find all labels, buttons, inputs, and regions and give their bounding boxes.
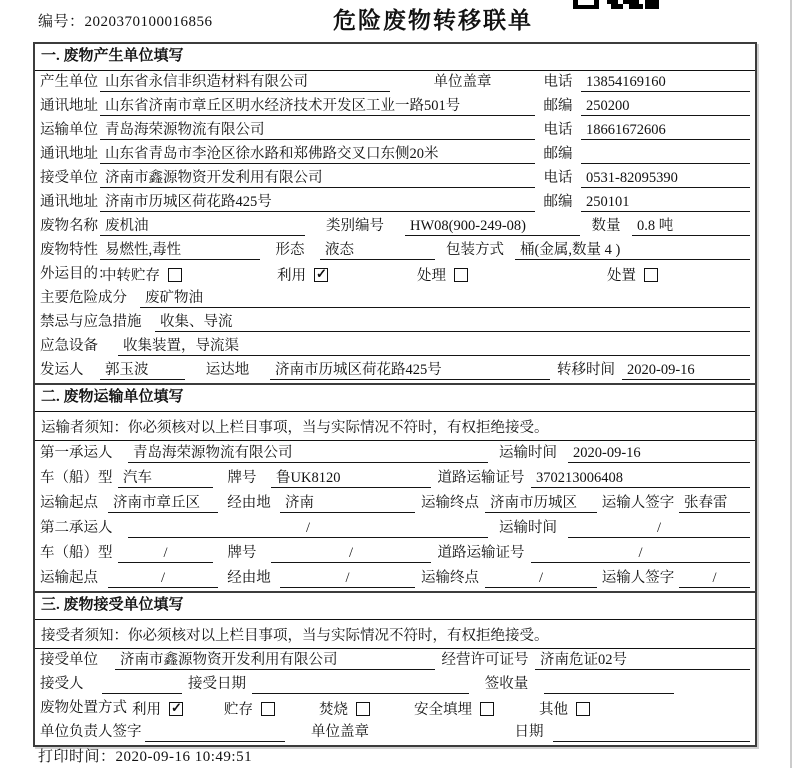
qr-code-icon <box>573 0 661 9</box>
checkbox-utilize <box>169 702 183 716</box>
vehicle-type-label: 车（船）型 <box>40 545 113 561</box>
receiver-address-value: 济南市历城区荷花路425号 <box>100 193 535 212</box>
row-main-hazard <box>35 287 755 311</box>
checkbox-transit-storage <box>168 268 182 282</box>
checkbox-storage <box>261 702 275 716</box>
second-plate-number-value: / <box>271 544 431 563</box>
second-via-value: / <box>280 569 415 588</box>
waste-traits-value: 易燃性,毒性 <box>100 241 260 260</box>
second-carrier-value: / <box>128 519 488 538</box>
phone-label: 电话 <box>543 170 573 186</box>
form-section-3 <box>35 591 755 745</box>
row-transporter-address <box>35 143 755 167</box>
checkbox-incinerate-label: 焚烧 <box>319 702 348 718</box>
vehicle-type-value: 汽车 <box>118 469 213 488</box>
print-time-value: 2020-09-16 10:49:51 <box>115 749 253 765</box>
row-disposal-method <box>35 697 755 721</box>
section-note: 接受者须知：你必须核对以上栏目事项，当与实际情况不符时，有权拒绝接受。 <box>35 620 755 649</box>
terminus-value: 济南市历城区 <box>485 494 597 513</box>
zip-label: 邮编 <box>543 194 573 210</box>
plate-number-value: 鲁UK8120 <box>271 469 431 488</box>
checkbox-utilize <box>314 268 328 282</box>
checkbox-other <box>576 702 590 716</box>
road-permit-label: 道路运输证号 <box>437 545 525 561</box>
checkbox-utilize-label: 利用 <box>132 702 161 718</box>
terminus-label: 运输终点 <box>421 495 479 511</box>
print-time <box>38 745 252 766</box>
receive-unit-value: 济南市鑫源物资开发利用有限公司 <box>115 651 435 670</box>
transporter-unit-label: 运输单位 <box>40 122 98 138</box>
category-code-value: HW08(900-249-08) <box>405 217 580 236</box>
carrier-signature-label: 运输人签字 <box>601 495 675 511</box>
row-producer-unit <box>35 71 755 95</box>
consignor-label: 发运人 <box>40 362 84 378</box>
origin-label: 运输起点 <box>40 495 98 511</box>
transporter-name-value: 青岛海荣源物流有限公司 <box>100 121 535 140</box>
form-value: 液态 <box>320 241 435 260</box>
license-number-label: 经营许可证号 <box>441 652 529 668</box>
origin-label: 运输起点 <box>40 570 98 586</box>
section-note: 运输者须知：你必须核对以上栏目事项，当与实际情况不符时，有权拒绝接受。 <box>35 412 755 441</box>
destination-label: 运达地 <box>205 362 250 378</box>
receiver-name-value: 济南市鑫源物资开发利用有限公司 <box>100 169 535 188</box>
checkbox-treat-label: 处理 <box>417 268 446 284</box>
address-label: 通讯地址 <box>40 98 98 114</box>
terminus-label: 运输终点 <box>421 570 479 586</box>
form-section-2 <box>35 383 755 591</box>
producer-phone-value: 13854169160 <box>581 73 750 92</box>
destination-value: 济南市历城区荷花路425号 <box>270 361 550 380</box>
emergency-equipment-value: 收集装置，导流渠 <box>118 337 750 356</box>
checkbox-dispose-label: 处置 <box>607 268 636 284</box>
via-label: 经由地 <box>227 570 271 586</box>
section-title: 三. 废物接受单位填写 <box>35 593 755 620</box>
row-consignor <box>35 359 755 383</box>
checkbox-treat <box>454 268 468 282</box>
plate-number-label: 牌号 <box>227 470 257 486</box>
receive-date-label: 接受日期 <box>188 676 246 692</box>
carrier-signature-value: 张春雷 <box>679 494 750 513</box>
transporter-zip-value <box>581 145 750 164</box>
receiver-zip-value: 250101 <box>581 193 750 212</box>
plate-number-label: 牌号 <box>227 545 257 561</box>
form-section-1 <box>35 44 755 383</box>
receiver-person-label: 接受人 <box>40 676 84 692</box>
emergency-measures-value: 收集、导流 <box>155 313 750 332</box>
quantity-value: 0.8 吨 <box>632 217 750 236</box>
row-waste-name <box>35 215 755 239</box>
row-transporter-unit <box>35 119 755 143</box>
row-route-1 <box>35 491 755 516</box>
packaging-label: 包装方式 <box>446 242 504 258</box>
zip-label: 邮编 <box>543 98 573 114</box>
responsible-signature-value <box>145 723 285 742</box>
responsible-signature-label: 单位负责人签字 <box>40 724 142 740</box>
serial-value: 2020370100016856 <box>84 14 213 30</box>
checkbox-storage-label: 贮存 <box>224 702 253 718</box>
unit-seal-label: 单位盖章 <box>311 724 369 740</box>
via-value: 济南 <box>280 494 415 513</box>
row-receiver-address <box>35 191 755 215</box>
transport-date-label: 运输时间 <box>499 445 557 461</box>
row-transfer-purpose <box>35 263 755 287</box>
emergency-equipment-label: 应急设备 <box>40 338 98 354</box>
spacer <box>395 723 505 742</box>
transfer-date-label: 转移时间 <box>557 362 615 378</box>
checkbox-transit-storage-label: 中转贮存 <box>102 268 160 284</box>
disposal-method-label: 废物处置方式 <box>40 700 127 716</box>
phone-label: 电话 <box>543 74 573 90</box>
row-vehicle-1 <box>35 466 755 491</box>
checkbox-landfill-label: 安全填埋 <box>414 702 472 718</box>
second-road-permit-value: / <box>531 544 750 563</box>
section-title: 二. 废物运输单位填写 <box>35 385 755 412</box>
row-route-2 <box>35 566 755 591</box>
row-producer-address <box>35 95 755 119</box>
second-terminus-value: / <box>485 569 597 588</box>
row-receive-unit <box>35 649 755 673</box>
page-title: 危险废物转移联单 <box>333 8 533 33</box>
row-receiver-person <box>35 673 755 697</box>
row-vehicle-2 <box>35 541 755 566</box>
phone-label: 电话 <box>543 122 573 138</box>
receiver-unit-label: 接受单位 <box>40 170 98 186</box>
row-receiver-unit <box>35 167 755 191</box>
transport-date-value: 2020-09-16 <box>568 444 750 463</box>
section-title: 一. 废物产生单位填写 <box>35 44 755 71</box>
receipt-quantity-value <box>544 675 674 694</box>
receiver-phone-value: 0531-82095390 <box>581 169 750 188</box>
second-carrier-label: 第二承运人 <box>40 520 113 536</box>
row-emergency-equipment <box>35 335 755 359</box>
second-carrier-signature-value: / <box>679 569 750 588</box>
first-carrier-label: 第一承运人 <box>40 445 113 461</box>
address-label: 通讯地址 <box>40 146 98 162</box>
receive-unit-label: 接受单位 <box>40 652 98 668</box>
road-permit-label: 道路运输证号 <box>437 470 525 486</box>
waste-name-value: 废机油 <box>100 217 305 236</box>
carrier-signature-label: 运输人签字 <box>601 570 675 586</box>
address-label: 通讯地址 <box>40 194 98 210</box>
page-edge <box>790 0 792 768</box>
producer-address-value: 山东省济南市章丘区明水经济技术开发区工业一路501号 <box>100 97 535 116</box>
origin-value: 济南市章丘区 <box>108 494 218 513</box>
producer-name-value: 山东省永信非织造材料有限公司 <box>100 73 390 92</box>
second-vehicle-type-value: / <box>118 544 213 563</box>
receive-date-value <box>252 675 469 694</box>
checkbox-dispose <box>644 268 658 282</box>
consignor-value: 郭玉波 <box>100 361 185 380</box>
unit-seal-label: 单位盖章 <box>433 74 492 90</box>
waste-name-label: 废物名称 <box>40 218 98 234</box>
form-label: 形态 <box>275 242 305 258</box>
checkbox-landfill <box>480 702 494 716</box>
license-number-value: 济南危证02号 <box>535 651 750 670</box>
transfer-purpose-label: 外运目的： <box>40 266 113 282</box>
row-emergency-measures <box>35 311 755 335</box>
row-first-carrier <box>35 441 755 466</box>
row-responsible-signature <box>35 721 755 745</box>
checkbox-incinerate <box>356 702 370 716</box>
serial-label: 编号： <box>38 14 85 30</box>
print-time-label: 打印时间： <box>38 749 116 765</box>
road-permit-value: 370213006408 <box>531 469 750 488</box>
second-transport-date-value: / <box>568 519 750 538</box>
transporter-phone-value: 18661672606 <box>581 121 750 140</box>
main-hazard-label: 主要危险成分 <box>40 290 127 306</box>
quantity-label: 数量 <box>591 218 621 234</box>
transporter-address-value: 山东省青岛市李沧区徐水路和郑佛路交叉口东侧20米 <box>100 145 535 164</box>
zip-label: 邮编 <box>543 146 573 162</box>
receipt-quantity-label: 签收量 <box>484 676 529 692</box>
checkbox-utilize-label: 利用 <box>277 268 306 284</box>
producer-unit-label: 产生单位 <box>40 74 98 90</box>
receiver-person-value <box>102 675 182 694</box>
row-second-carrier <box>35 516 755 541</box>
vehicle-type-label: 车（船）型 <box>40 470 113 486</box>
second-origin-value: / <box>108 569 218 588</box>
waste-traits-label: 废物特性 <box>40 242 98 258</box>
row-waste-traits <box>35 239 755 263</box>
emergency-measures-label: 禁忌与应急措施 <box>40 314 142 330</box>
transport-date-label: 运输时间 <box>499 520 557 536</box>
via-label: 经由地 <box>227 495 271 511</box>
date-value <box>553 723 750 742</box>
first-carrier-value: 青岛海荣源物流有限公司 <box>128 444 488 463</box>
checkbox-other-label: 其他 <box>539 702 568 718</box>
date-label: 日期 <box>514 724 544 740</box>
transfer-date-value: 2020-09-16 <box>622 361 750 380</box>
category-code-label: 类别编号 <box>326 218 384 234</box>
main-hazard-value: 废矿物油 <box>140 289 750 308</box>
transfer-manifest-form <box>33 42 757 747</box>
producer-zip-value: 250200 <box>581 97 750 116</box>
packaging-value: 桶(金属,数量 4 ) <box>515 241 750 260</box>
